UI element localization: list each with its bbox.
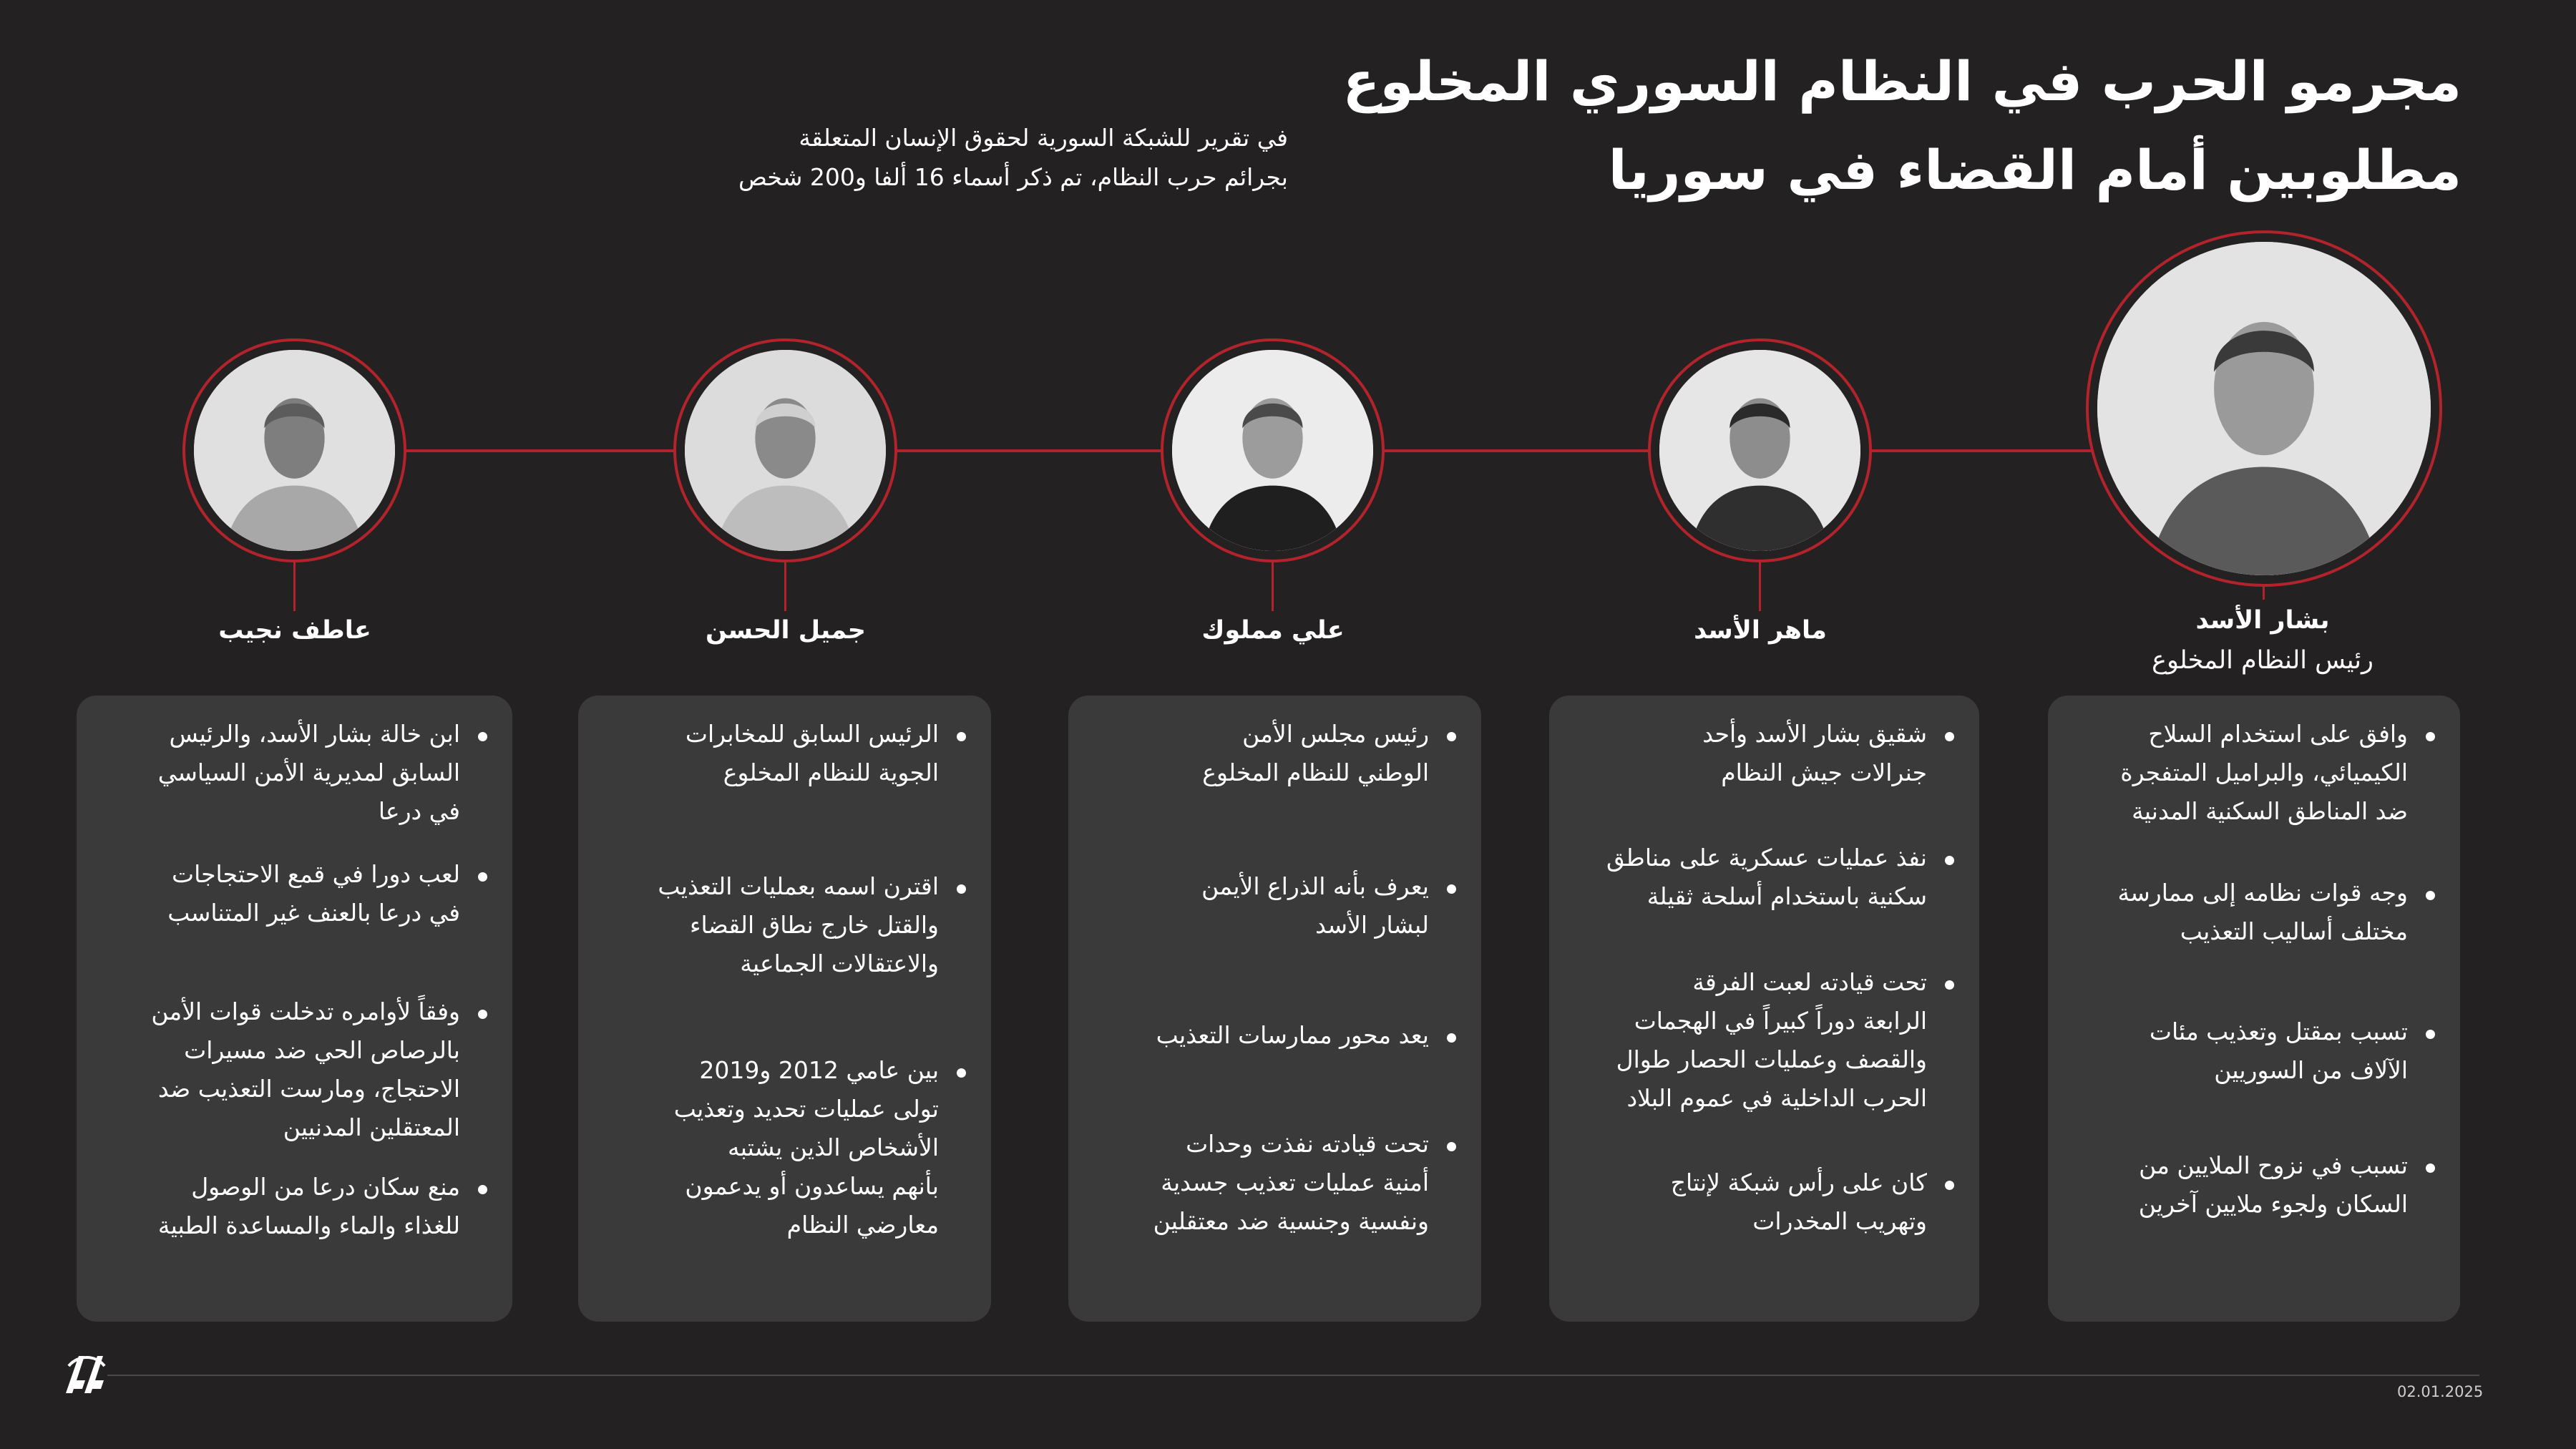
portrait-bashar-al-assad — [2086, 230, 2442, 587]
bullet-item — [1606, 839, 1954, 916]
portrait-jamil-al-hassan — [673, 338, 897, 562]
portrait-ali-mamlouk — [1161, 338, 1385, 562]
bullet-line: أمنية عمليات تعذيب جسدية — [1161, 1169, 1429, 1196]
person-silhouette-icon — [1659, 350, 1860, 551]
bullet-line: كان على رأس شبكة لإنتاج — [1670, 1169, 1927, 1196]
bullet-line: والاعتقالات الجماعية — [740, 950, 939, 977]
person-name-bashar: بشار الأسد — [2195, 606, 2330, 635]
bullet-item — [2139, 1146, 2435, 1224]
bullet-line: السابق لمديرية الأمن السياسي — [157, 758, 460, 786]
bullet-line: في درعا — [378, 797, 460, 825]
bullet-line: ونفسية وجنسية ضد معتقلين — [1153, 1207, 1429, 1235]
bullet-item — [158, 715, 487, 831]
bullet-dot-icon — [2426, 732, 2435, 741]
bullet-dot-icon — [478, 1185, 487, 1194]
card-bashar — [2048, 696, 2460, 1322]
portrait-maher-al-assad — [1648, 338, 1872, 562]
bullet-dot-icon — [2426, 891, 2435, 900]
connector-bashar — [2263, 585, 2265, 600]
bullet-dot-icon — [1945, 856, 1954, 865]
bullet-line: الآلاف من السوريين — [2214, 1056, 2408, 1084]
subtitle-line-2: بجرائم حرب النظام، تم ذكر أسماء 16 ألفا و200 شخص — [738, 163, 1288, 191]
bullet-dot-icon — [1447, 884, 1456, 894]
bullet-item — [158, 1168, 487, 1245]
person-silhouette-icon — [2097, 242, 2431, 575]
aa-logo-icon — [60, 1352, 110, 1395]
bullet-line: والقتل خارج نطاق القضاء — [690, 911, 939, 939]
connector-maher — [1759, 562, 1761, 611]
bullet-line: يعرف بأنه الذراع الأيمن — [1201, 872, 1429, 900]
bullet-line: الكيميائي، والبراميل المتفجرة — [2120, 758, 2408, 786]
bullet-line: جنرالات جيش النظام — [1721, 758, 1927, 786]
bullet-dot-icon — [1945, 732, 1954, 741]
publication-date: 02.01.2025 — [2397, 1383, 2484, 1400]
bullet-dot-icon — [1447, 1033, 1456, 1043]
page-title — [1342, 37, 2462, 215]
person-role-bashar: رئيس النظام المخلوع — [2152, 646, 2373, 675]
card-ali — [1068, 696, 1481, 1322]
person-silhouette-icon — [194, 350, 395, 551]
person-name-maher: ماهر الأسد — [1694, 616, 1827, 645]
bullet-line: تحت قيادته لعبت الفرقة — [1692, 968, 1927, 996]
bullet-line: سكنية باستخدام أسلحة ثقيلة — [1646, 882, 1927, 910]
bullet-line: الحرب الداخلية في عموم البلاد — [1626, 1084, 1927, 1112]
bullet-line: اقترن اسمه بعمليات التعذيب — [658, 872, 939, 900]
card-maher — [1549, 696, 1979, 1322]
bullet-line: بأنهم يساعدون أو يدعمون — [685, 1172, 939, 1200]
portrait-atef-najib — [182, 338, 406, 562]
bullet-line: المعتقلين المدنيين — [283, 1113, 460, 1141]
bullet-dot-icon — [1945, 1181, 1954, 1190]
bullet-line: بين عامي 2012 و2019 — [699, 1056, 939, 1084]
bullet-item — [2117, 874, 2435, 951]
person-name-atef: عاطف نجيب — [218, 616, 371, 645]
bullet-item — [1671, 1163, 1954, 1241]
bullet-item — [167, 855, 487, 932]
bullet-item — [2150, 1013, 2435, 1090]
bullet-line: بالرصاص الحي ضد مسيرات — [184, 1036, 460, 1064]
bullet-dot-icon — [1945, 980, 1954, 990]
bullet-item — [1153, 1125, 1456, 1241]
bullet-line: معارضي النظام — [786, 1211, 939, 1239]
bullet-item — [1202, 715, 1456, 792]
bullet-line: تحت قيادته نفذت وحدات — [1186, 1130, 1429, 1158]
card-jamil — [578, 696, 991, 1322]
bullet-dot-icon — [1447, 1142, 1456, 1151]
bullet-dot-icon — [2426, 1030, 2435, 1039]
title-line-2: مطلوبين أمام القضاء في سوريا — [1608, 138, 2462, 202]
bullet-line: تسبب بمقتل وتعذيب مئات — [2149, 1018, 2408, 1045]
bullet-line: ابن خالة بشار الأسد، والرئيس — [169, 720, 460, 748]
bullet-dot-icon — [1447, 732, 1456, 741]
title-line-1: مجرمو الحرب في النظام السوري المخلوع — [1342, 49, 2462, 113]
bullet-line: وتهريب المخدرات — [1752, 1207, 1927, 1235]
bullet-line: نفذ عمليات عسكرية على مناطق — [1606, 844, 1927, 872]
bullet-line: والقصف وعمليات الحصار طوال — [1616, 1045, 1927, 1073]
person-silhouette-icon — [1172, 350, 1373, 551]
bullet-dot-icon — [478, 1010, 487, 1019]
bullet-line: تولى عمليات تحديد وتعذيب — [673, 1095, 939, 1123]
bullet-line: وفقاً لأوامره تدخلت قوات الأمن — [151, 997, 460, 1025]
bullet-item — [674, 1051, 966, 1244]
bullet-line: الاحتجاج، ومارست التعذيب ضد — [157, 1075, 460, 1103]
subtitle — [687, 118, 1288, 197]
bullet-dot-icon — [957, 732, 966, 741]
bullet-item — [1156, 1016, 1456, 1055]
bullet-line: الرئيس السابق للمخابرات — [685, 720, 939, 748]
bullet-line: منع سكان درعا من الوصول — [191, 1173, 460, 1201]
bullet-line: وافق على استخدام السلاح — [2148, 720, 2408, 748]
person-name-jamil: جميل الحسن — [706, 616, 866, 645]
bullet-item — [1702, 715, 1954, 792]
bullet-line: تسبب في نزوح الملايين من — [2139, 1151, 2408, 1179]
bullet-line: وجه قوات نظامه إلى ممارسة — [2117, 879, 2408, 907]
bullet-dot-icon — [478, 872, 487, 882]
bullet-dot-icon — [957, 884, 966, 894]
bullet-item — [658, 867, 966, 983]
bullet-dot-icon — [478, 732, 487, 741]
bullet-dot-icon — [957, 1068, 966, 1078]
bullet-dot-icon — [2426, 1163, 2435, 1173]
bullet-line: لعب دورا في قمع الاحتجاجات — [172, 860, 460, 888]
bullet-line: مختلف أساليب التعذيب — [2180, 917, 2408, 945]
footer-divider — [107, 1375, 2479, 1376]
aa-logo-mark — [60, 1352, 110, 1395]
connector-atef — [293, 562, 296, 611]
bullet-line: يعد محور ممارسات التعذيب — [1156, 1021, 1429, 1049]
person-name-ali: علي مملوك — [1201, 616, 1345, 645]
bullet-line: ضد المناطق السكنية المدنية — [2132, 797, 2408, 825]
bullet-line: في درعا بالعنف غير المتناسب — [167, 899, 460, 927]
bullet-line: شقيق بشار الأسد وأحد — [1702, 720, 1927, 748]
bullet-line: رئيس مجلس الأمن — [1242, 720, 1429, 748]
bullet-line: الأشخاص الذين يشتبه — [728, 1133, 939, 1161]
bullet-item — [1201, 867, 1456, 945]
bullet-line: الوطني للنظام المخلوع — [1202, 758, 1429, 786]
bullet-line: الرابعة دوراً كبيراً في الهجمات — [1634, 1007, 1927, 1035]
bullet-line: السكان ولجوء ملايين آخرين — [2138, 1190, 2408, 1218]
bullet-item — [686, 715, 966, 792]
bullet-item — [1616, 963, 1954, 1118]
subtitle-line-1: في تقرير للشبكة السورية لحقوق الإنسان المتعلقة — [799, 124, 1288, 152]
connector-jamil — [784, 562, 786, 611]
bullet-line: لبشار الأسد — [1315, 911, 1429, 939]
bullet-item — [151, 992, 487, 1147]
connector-ali — [1272, 562, 1274, 611]
bullet-line: للغذاء والماء والمساعدة الطبية — [157, 1211, 460, 1239]
bullet-item — [2120, 715, 2435, 831]
person-silhouette-icon — [685, 350, 886, 551]
bullet-line: الجوية للنظام المخلوع — [723, 758, 939, 786]
card-atef — [77, 696, 512, 1322]
